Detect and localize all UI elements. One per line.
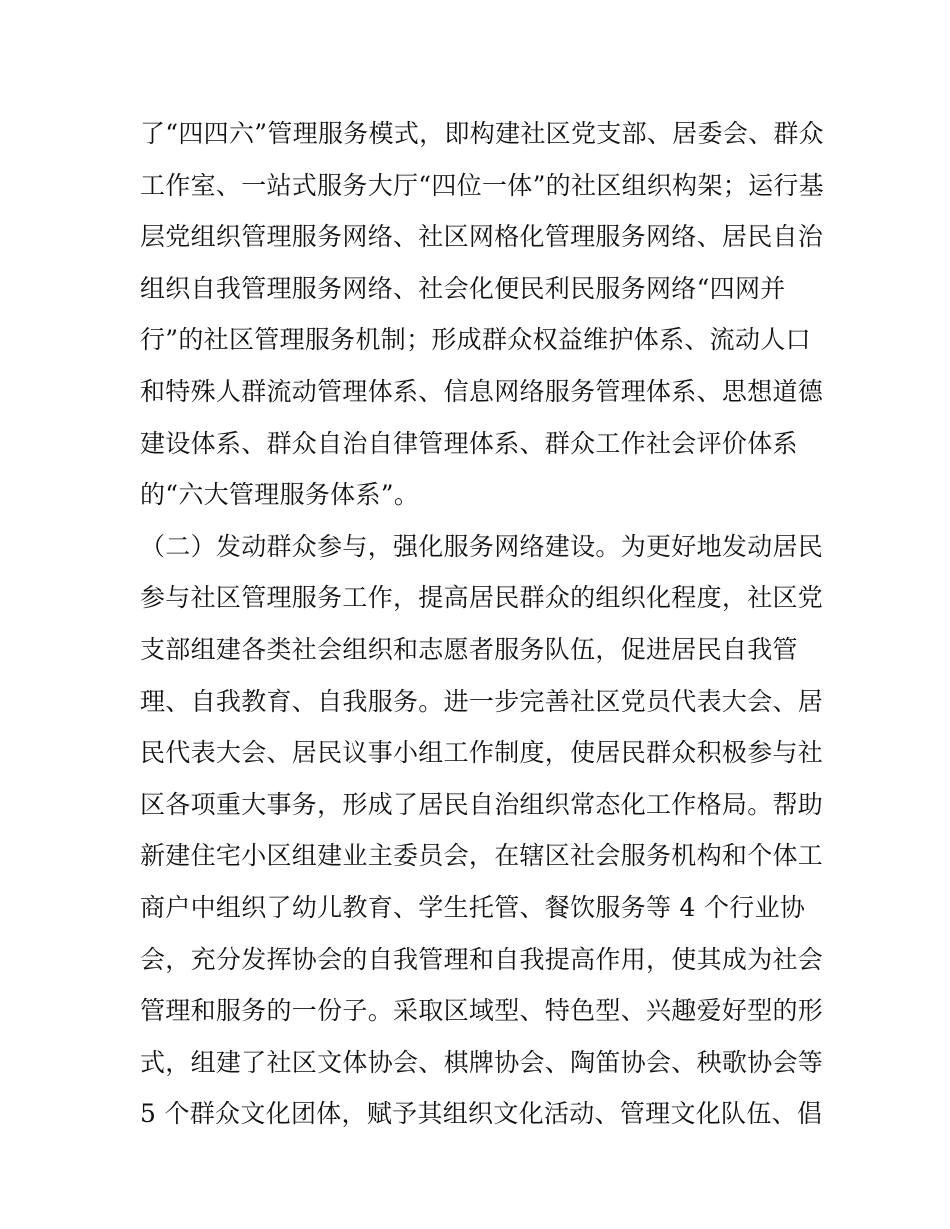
text-line: 5 个群众文化团体，赋予其组织文化活动、管理文化队伍、倡 [140,1099,823,1129]
text-line: 工作室、一站式服务大厅“四位一体”的社区组织构架；运行基 [140,170,824,200]
text-line: 建设体系、群众自治自律管理体系、群众工作社会评价体系 [140,428,798,458]
text-line: 支部组建各类社会组织和志愿者服务队伍，促进居民自我管 [140,634,798,664]
text-line: 组织自我管理服务网络、社会化便民利民服务网络“四网并 [140,273,786,303]
text-line: 层党组织管理服务网络、社区网格化管理服务网络、居民自治 [140,222,824,252]
text-line: 民代表大会、居民议事小组工作制度，使居民群众积极参与社 [140,738,824,768]
text-line: 和特殊人群流动管理体系、信息网络服务管理体系、思想道德 [140,376,824,406]
body-text [140,108,824,1140]
text-line: 了“四四六”管理服务模式，即构建社区党支部、居委会、群众 [140,119,824,148]
text-line: 会，充分发挥协会的自我管理和自我提高作用，使其成为社会 [140,944,824,974]
text-line: 区各项重大事务，形成了居民自治组织常态化工作格局。帮助 [140,789,824,819]
text-line: 新建住宅小区组建业主委员会，在辖区社会服务机构和个体工 [140,841,824,871]
text-line: 参与社区管理服务工作，提高居民群众的组织化程度，社区党 [140,583,824,613]
text-line: 管理和服务的一份子。采取区域型、特色型、兴趣爱好型的形 [140,996,824,1026]
text-line: 式，组建了社区文体协会、棋牌协会、陶笛协会、秧歌协会等 [140,1047,824,1077]
text-line: 商户中组织了幼儿教育、学生托管、餐饮服务等 4 个行业协 [140,892,806,922]
section-heading-line: （二）发动群众参与，强化服务网络建设。为更好地发动居民 [140,531,824,561]
text-line: 行”的社区管理服务机制；形成群众权益维护体系、流动人口 [140,325,811,355]
text-line: 的“六大管理服务体系”。 [140,480,420,510]
text-line: 理、自我教育、自我服务。进一步完善社区党员代表大会、居 [140,686,824,716]
